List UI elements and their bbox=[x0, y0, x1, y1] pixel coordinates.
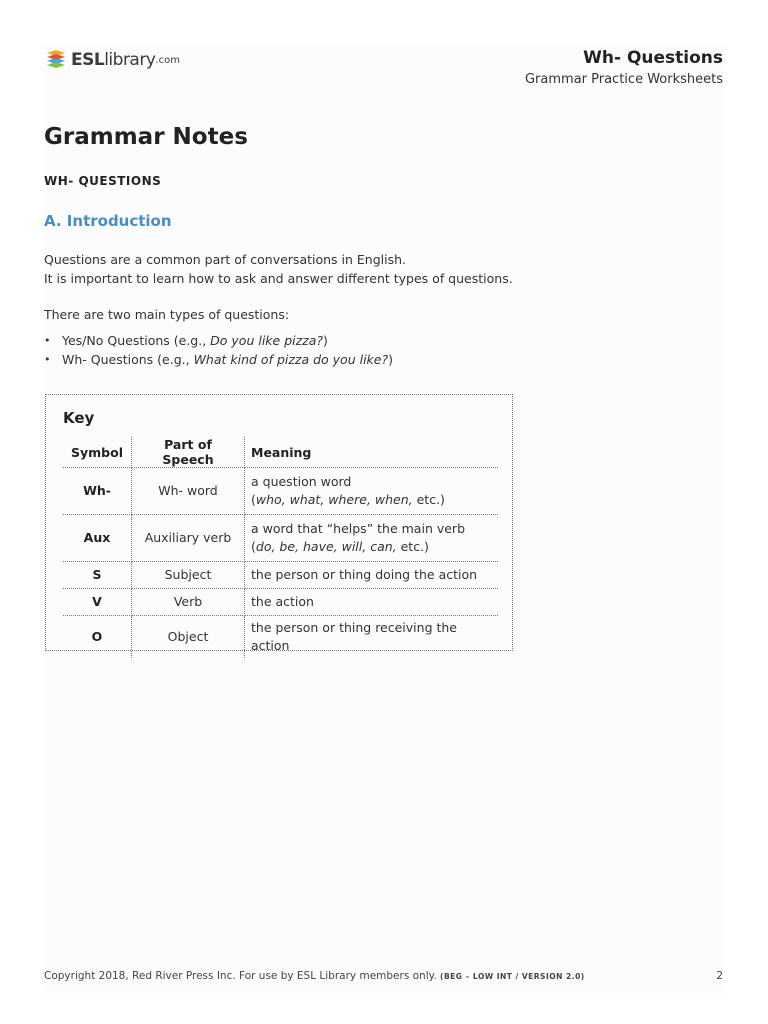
header-part-of-speech: Part of Speech bbox=[132, 437, 245, 468]
intro-line-1: Questions are a common part of conversations in English. bbox=[44, 252, 407, 267]
part-cell: Subject bbox=[132, 562, 245, 589]
intro-line-2: It is important to learn how to ask and answer different types of questions. bbox=[44, 271, 513, 286]
section-label: WH- QUESTIONS bbox=[44, 174, 162, 188]
logo-text-esl: ESL bbox=[71, 50, 105, 70]
table-row bbox=[63, 589, 498, 616]
intro-paragraph bbox=[44, 250, 513, 288]
table-row bbox=[63, 515, 498, 562]
logo-text-com: .com bbox=[155, 54, 180, 66]
symbol-cell: Wh- bbox=[63, 468, 132, 515]
list-item: • Wh- Questions (e.g., What kind of pizza do you like?) bbox=[44, 350, 393, 369]
meaning-cell: the person or thing receiving the action bbox=[251, 620, 457, 653]
introduction-heading: A. Introduction bbox=[44, 212, 172, 230]
meaning-cell: a word that “helps” the main verb (do, be, have, will, can, etc.) bbox=[245, 515, 499, 562]
footer-copyright bbox=[44, 970, 585, 982]
header-symbol: Symbol bbox=[63, 437, 132, 468]
part-cell: Auxiliary verb bbox=[132, 515, 245, 562]
meaning-cell: the action bbox=[245, 589, 499, 616]
key-title: Key bbox=[63, 409, 95, 427]
symbol-cell: Aux bbox=[63, 515, 132, 562]
key-table bbox=[63, 437, 498, 658]
part-cell: Verb bbox=[132, 589, 245, 616]
book-stack-icon bbox=[44, 48, 68, 72]
worksheet-title: Wh- Questions bbox=[583, 48, 723, 68]
part-cell: Object bbox=[132, 616, 245, 659]
worksheet-subtitle: Grammar Practice Worksheets bbox=[524, 72, 723, 87]
copyright-text: Copyright 2018, Red River Press Inc. For use by ESL Library members only. bbox=[44, 970, 437, 982]
table-header-row bbox=[63, 437, 498, 468]
table-row bbox=[63, 616, 498, 659]
level-text: (BEG – LOW INT / VERSION 2.0) bbox=[440, 972, 585, 981]
symbol-cell: O bbox=[63, 616, 132, 659]
meaning-cell: a question word (who, what, where, when, etc.) bbox=[245, 468, 499, 515]
list-item: • Yes/No Questions (e.g., Do you like pizza?) bbox=[44, 331, 393, 350]
esl-library-logo[interactable] bbox=[44, 46, 180, 74]
symbol-cell: S bbox=[63, 562, 132, 589]
page-number: 2 bbox=[716, 970, 723, 982]
symbol-cell: V bbox=[63, 589, 132, 616]
question-types-list bbox=[44, 331, 393, 369]
types-paragraph: There are two main types of questions: bbox=[44, 307, 290, 322]
table-row bbox=[63, 468, 498, 515]
key-box bbox=[45, 394, 513, 651]
part-cell: Wh- word bbox=[132, 468, 245, 515]
table-row bbox=[63, 562, 498, 589]
header-meaning: Meaning bbox=[245, 437, 499, 468]
logo-text-library: library bbox=[104, 50, 156, 70]
meaning-cell: the person or thing doing the action bbox=[245, 562, 499, 589]
page-title: Grammar Notes bbox=[44, 124, 248, 150]
